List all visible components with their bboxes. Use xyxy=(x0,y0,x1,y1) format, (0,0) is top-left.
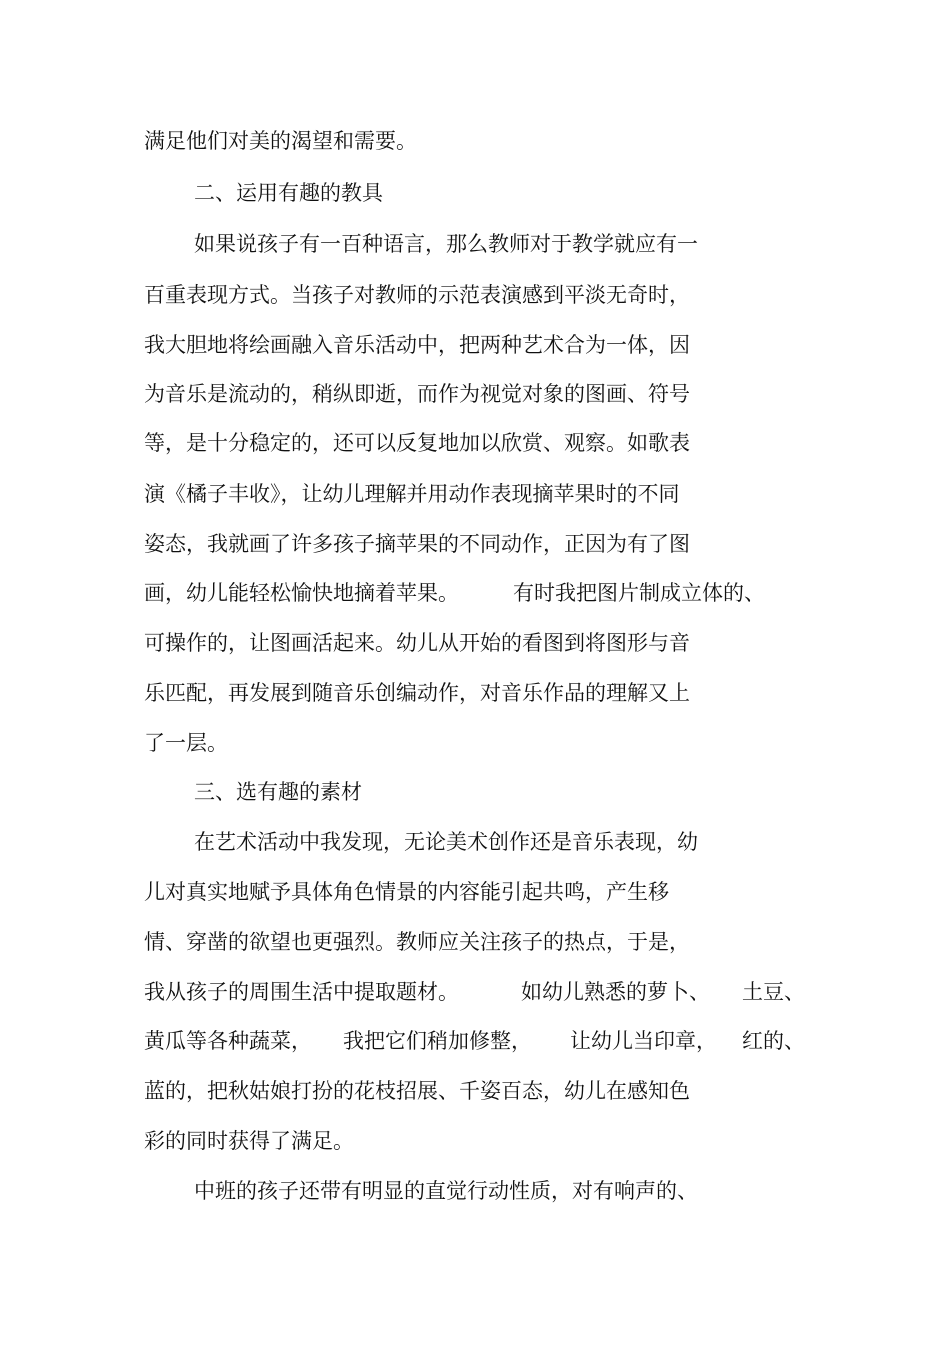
paragraph-line: 如果说孩子有一百种语言，那么教师对于教学就应有一 xyxy=(194,232,698,256)
paragraph-line-segment: 我把它们稍加修整， xyxy=(343,1029,532,1053)
paragraph-line-segment: 有时我把图片制成立体的、 xyxy=(513,581,765,605)
paragraph-line: 中班的孩子还带有明显的直觉行动性质，对有响声的、 xyxy=(194,1179,698,1203)
paragraph-line-segment: 如幼儿熟悉的萝卜、 xyxy=(521,980,710,1004)
paragraph-line: 百重表现方式。当孩子对教师的示范表演感到平淡无奇时， xyxy=(144,283,690,307)
paragraph-line-segment: 让幼儿当印章， xyxy=(570,1029,717,1053)
paragraph-line: 画，幼儿能轻松愉快地摘着苹果。 xyxy=(144,581,459,605)
paragraph-line: 我大胆地将绘画融入音乐活动中，把两种艺术合为一体，因 xyxy=(144,333,690,357)
paragraph-line: 蓝的，把秋姑娘打扮的花枝招展、千姿百态，幼儿在感知色 xyxy=(144,1079,690,1103)
paragraph-line: 为音乐是流动的，稍纵即逝，而作为视觉对象的图画、符号 xyxy=(144,382,690,406)
section-heading: 三、选有趣的素材 xyxy=(194,780,362,804)
paragraph-line: 我从孩子的周围生活中提取题材。 xyxy=(144,980,459,1004)
paragraph-line: 乐匹配，再发展到随音乐创编动作，对音乐作品的理解又上 xyxy=(144,681,690,705)
paragraph-line-segment: 土豆、 xyxy=(742,980,805,1004)
paragraph-line: 可操作的，让图画活起来。幼儿从开始的看图到将图形与音 xyxy=(144,631,690,655)
paragraph-line: 演《橘子丰收》，让幼儿理解并用动作表现摘苹果时的不同 xyxy=(144,482,680,506)
paragraph-line: 姿态，我就画了许多孩子摘苹果的不同动作，正因为有了图 xyxy=(144,532,690,556)
paragraph-line: 在艺术活动中我发现，无论美术创作还是音乐表现，幼 xyxy=(194,830,698,854)
paragraph-line: 彩的同时获得了满足。 xyxy=(144,1129,354,1153)
paragraph-line: 情、穿凿的欲望也更强烈。教师应关注孩子的热点，于是， xyxy=(144,930,690,954)
paragraph-line: 了一层。 xyxy=(144,731,228,755)
paragraph-line: 黄瓜等各种蔬菜， xyxy=(144,1029,312,1053)
section-heading: 二、运用有趣的教具 xyxy=(194,181,383,205)
paragraph-line: 儿对真实地赋予具体角色情景的内容能引起共鸣，产生移 xyxy=(144,880,669,904)
paragraph-line-segment: 红的、 xyxy=(742,1029,805,1053)
paragraph-line: 满足他们对美的渴望和需要。 xyxy=(144,129,417,153)
paragraph-line: 等，是十分稳定的，还可以反复地加以欣赏、观察。如歌表 xyxy=(144,431,690,455)
